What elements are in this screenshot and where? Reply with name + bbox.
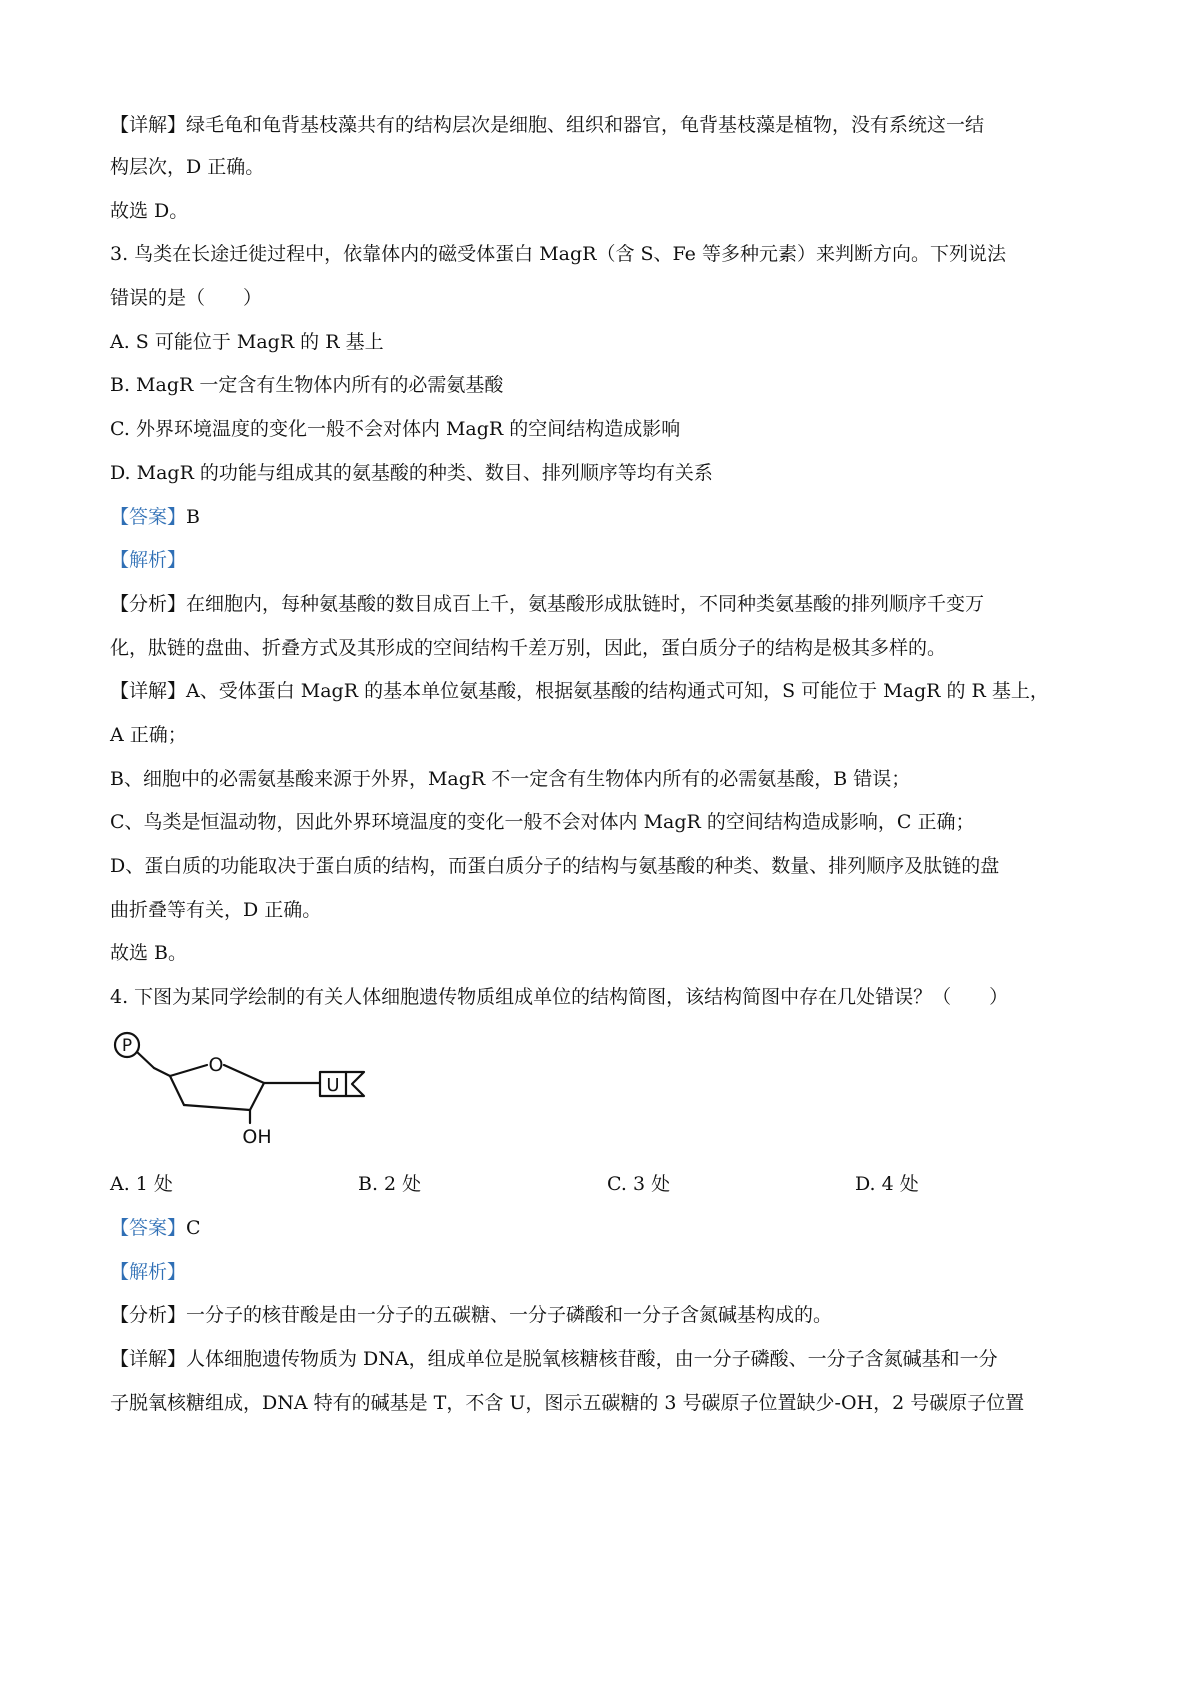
c5-bond xyxy=(154,1068,170,1076)
detail-text: A、受体蛋白 MagR 的基本单位氨基酸，根据氨基酸的结构通式可知，S 可能位于 MagR 的 R 基上， xyxy=(186,680,1049,702)
base-tail xyxy=(346,1072,364,1096)
detail-tag: 【详解】 xyxy=(110,680,187,702)
question-4-option-c: C. 3 处 xyxy=(607,1173,671,1195)
detail-line: B、细胞中的必需氨基酸来源于外界，MagR 不一定含有生物体内所有的必需氨基酸，B 错误； xyxy=(110,768,911,790)
answer-tag: 【答案】 xyxy=(110,1217,187,1239)
question-4-option-b: B. 2 处 xyxy=(358,1173,422,1195)
detail-line: 曲折叠等有关，D 正确。 xyxy=(110,899,322,921)
ring-oxygen-label: O xyxy=(208,1054,224,1076)
question-4-option-d: D. 4 处 xyxy=(855,1173,919,1195)
question-3-option-d: D. MagR 的功能与组成其的氨基酸的种类、数目、排列顺序等均有关系 xyxy=(110,462,713,484)
detail-text: 绿毛龟和龟背基枝藻共有的结构层次是细胞、组织和器官，龟背基枝藻是植物，没有系统这一结 xyxy=(186,114,985,136)
ring-bond xyxy=(170,1065,207,1076)
detail-line: C、鸟类是恒温动物，因此外界环境温度的变化一般不会对体内 MagR 的空间结构造成影响，C 正确； xyxy=(110,811,975,833)
question-3-stem: 3. 鸟类在长途迁徙过程中，依靠体内的磁受体蛋白 MagR（含 S、Fe 等多种元素）来判断方向。下列说法 xyxy=(110,243,1006,265)
nucleotide-structure-figure xyxy=(112,1028,382,1148)
question-3-stem-cont: 错误的是（ ） xyxy=(110,287,263,309)
ring-bond xyxy=(224,1065,264,1083)
answer-tag: 【答案】 xyxy=(110,506,187,528)
detail-tag: 【详解】 xyxy=(110,114,187,136)
question-3-option-a: A. S 可能位于 MagR 的 R 基上 xyxy=(110,331,384,353)
paragraph-line xyxy=(110,111,1100,139)
phosphate-label: P xyxy=(121,1036,133,1056)
base-label: U xyxy=(326,1075,340,1096)
analysis-tag: 【解析】 xyxy=(110,549,187,571)
detail-text: 人体细胞遗传物质为 DNA，组成单位是脱氧核糖核苷酸，由一分子磷酸、一分子含氮碱基和一分 xyxy=(186,1348,998,1370)
analysis-text: 一分子的核苷酸是由一分子的五碳糖、一分子磷酸和一分子含氮碱基构成的。 xyxy=(186,1304,833,1326)
analysis-line xyxy=(110,1301,1100,1329)
analysis-sub-tag: 【分析】 xyxy=(110,593,187,615)
answer-value: B xyxy=(186,506,200,528)
question-4-option-a: A. 1 处 xyxy=(110,1173,173,1195)
analysis-tag: 【解析】 xyxy=(110,1261,187,1283)
detail-line: A 正确； xyxy=(110,724,187,746)
phosphate-bond xyxy=(137,1052,154,1068)
answer-line xyxy=(110,503,1100,531)
question-4-stem: 4. 下图为某同学绘制的有关人体细胞遗传物质组成单位的结构简图，该结构简图中存在几处错误？（ ） xyxy=(110,986,1009,1008)
ring-bond xyxy=(184,1105,250,1110)
ring-bond xyxy=(170,1076,184,1105)
detail-tag: 【详解】 xyxy=(110,1348,187,1370)
answer-line xyxy=(110,1214,1100,1242)
analysis-sub-tag: 【分析】 xyxy=(110,1304,187,1326)
paragraph-line: 构层次，D 正确。 xyxy=(110,156,265,178)
analysis-tag-line xyxy=(110,546,1100,574)
detail-line: 子脱氧核糖组成，DNA 特有的碱基是 T，不含 U，图示五碳糖的 3 号碳原子位置缺少-OH，2 号碳原子位置 xyxy=(110,1392,1025,1414)
answer-value: C xyxy=(186,1217,201,1239)
ring-bond xyxy=(250,1083,264,1110)
analysis-text: 在细胞内，每种氨基酸的数目成百上千，氨基酸形成肽链时，不同种类氨基酸的排列顺序千变万 xyxy=(186,593,985,615)
question-3-option-b: B. MagR 一定含有生物体内所有的必需氨基酸 xyxy=(110,374,504,396)
detail-line xyxy=(110,677,1100,705)
hydroxyl-label: OH xyxy=(242,1126,272,1148)
choose-line: 故选 D。 xyxy=(110,200,189,222)
detail-line xyxy=(110,1345,1100,1373)
analysis-tag-line xyxy=(110,1258,1100,1286)
choose-line: 故选 B。 xyxy=(110,942,188,964)
analysis-line xyxy=(110,590,1100,618)
analysis-line: 化，肽链的盘曲、折叠方式及其形成的空间结构千差万别，因此，蛋白质分子的结构是极其多样的。 xyxy=(110,637,947,659)
detail-line: D、蛋白质的功能取决于蛋白质的结构，而蛋白质分子的结构与氨基酸的种类、数量、排列顺序及肽链的盘 xyxy=(110,855,1000,877)
question-3-option-c: C. 外界环境温度的变化一般不会对体内 MagR 的空间结构造成影响 xyxy=(110,418,681,440)
